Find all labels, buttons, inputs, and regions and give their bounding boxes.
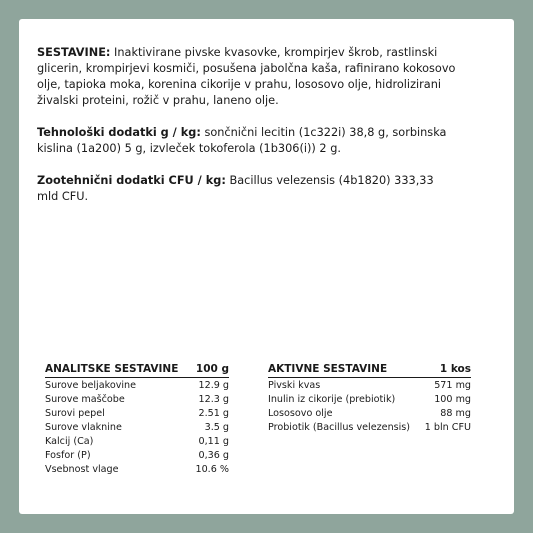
zootechnical-additives-label: Zootehnični dodatki CFU / kg: <box>37 174 226 187</box>
row-name: Kalcij (Ca) <box>45 436 94 447</box>
table-row <box>268 393 471 407</box>
table-row <box>45 379 229 393</box>
row-value: 3.5 g <box>204 422 229 433</box>
active-header-value: 1 kos <box>439 363 471 375</box>
row-value: 571 mg <box>434 380 471 391</box>
table-row <box>268 407 471 421</box>
zootechnical-additives-text: Bacillus velezensis (4b1820) 333,33 mld CFU. <box>37 174 434 203</box>
row-value: 2.51 g <box>198 408 229 419</box>
ingredients-text: Inaktivirane pivske kvasovke, krompirjev škrob, rastlinski glicerin, krompirjevi kosmiči, posušena jabolčna kaša, rafinirano kokosovo olje, tapioka moka, korenina cikorije v prahu, lososovo olje, hidrolizirani živalski proteini, rožič v prahu, laneno olje. <box>37 46 456 107</box>
active-header-name: AKTIVNE SESTAVINE <box>268 363 388 375</box>
active-ingredients-table <box>268 362 471 435</box>
ingredients-paragraph <box>37 45 457 109</box>
row-value: 0,11 g <box>198 436 229 447</box>
active-table-header <box>268 362 471 378</box>
zootechnical-additives-paragraph <box>37 173 457 205</box>
ingredients-label: SESTAVINE: <box>37 46 111 59</box>
ingredients-text-block <box>37 45 457 221</box>
row-name: Surove vlaknine <box>45 422 122 433</box>
row-name: Surove beljakovine <box>45 380 137 391</box>
table-row <box>45 463 229 477</box>
technological-additives-text: sončnični lecitin (1c322i) 38,8 g, sorbinska kislina (1a200) 5 g, izvleček tokoferola (1b306(i)) 2 g. <box>37 126 447 155</box>
table-row <box>268 421 471 435</box>
row-value: 10.6 % <box>195 464 229 475</box>
row-value: 0,36 g <box>198 450 229 461</box>
analytical-header-value: 100 g <box>195 363 229 375</box>
table-row <box>45 407 229 421</box>
row-name: Probiotik (Bacillus velezensis) <box>268 422 411 433</box>
row-name: Inulin iz cikorije (prebiotik) <box>268 394 396 405</box>
row-value: 12.3 g <box>198 394 229 405</box>
table-row <box>45 449 229 463</box>
row-value: 88 mg <box>440 408 471 419</box>
table-row <box>45 435 229 449</box>
row-name: Surovi pepel <box>45 408 105 419</box>
row-name: Surove maščobe <box>45 394 125 405</box>
table-row <box>45 421 229 435</box>
row-value: 12.9 g <box>198 380 229 391</box>
technological-additives-paragraph <box>37 125 457 157</box>
row-value: 1 bln CFU <box>424 422 471 433</box>
analytical-header-name: ANALITSKE SESTAVINE <box>45 363 179 375</box>
row-name: Lososovo olje <box>268 408 333 419</box>
row-name: Fosfor (P) <box>45 450 91 461</box>
row-value: 100 mg <box>434 394 471 405</box>
table-row <box>45 393 229 407</box>
table-row <box>268 379 471 393</box>
row-name: Vsebnost vlage <box>45 464 119 475</box>
analytical-constituents-table <box>45 362 229 477</box>
technological-additives-label: Tehnološki dodatki g / kg: <box>37 126 201 139</box>
row-name: Pivski kvas <box>268 380 321 391</box>
analytical-table-header <box>45 362 229 378</box>
